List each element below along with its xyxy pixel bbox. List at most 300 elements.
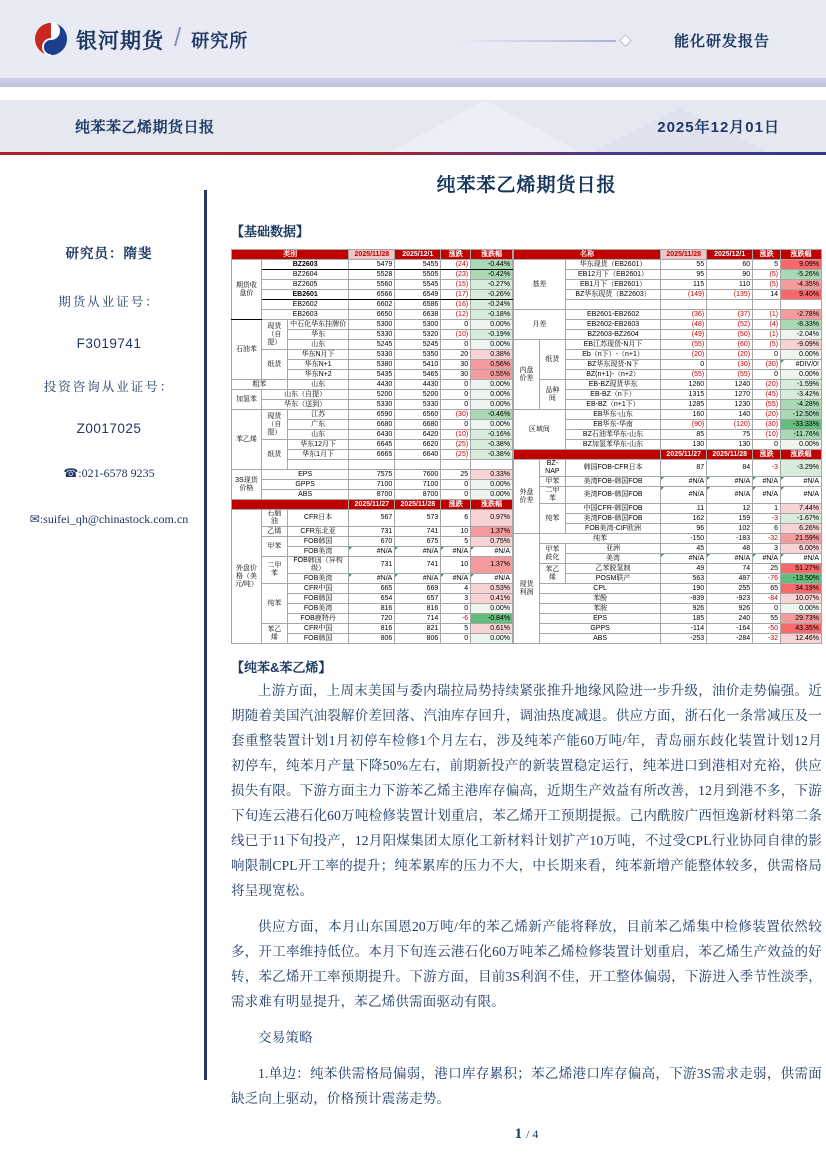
table-cell: 3S现货价格 — [232, 470, 262, 500]
table-cell: 美湾FOB-韩国FOB — [565, 477, 660, 487]
table-cell: 4 — [441, 584, 471, 594]
table-cell: -0.42% — [471, 270, 513, 280]
table-cell: -114 — [661, 624, 707, 634]
table-cell: (36) — [661, 310, 707, 320]
table-cell: #N/A — [753, 487, 781, 504]
table-cell — [661, 300, 707, 310]
strategy-heading: 交易策略 — [258, 1030, 313, 1045]
table-cell: 6.26% — [781, 524, 822, 534]
table-cell: 563 — [661, 574, 707, 584]
top-header-bar — [0, 0, 826, 78]
table-cell — [395, 460, 441, 470]
table-cell: 0.33% — [471, 470, 513, 480]
table-row — [514, 450, 822, 460]
researcher-sidebar — [22, 242, 196, 554]
table-cell: -32 — [753, 534, 781, 544]
table-cell: 5320 — [395, 330, 441, 340]
table-cell: 8700 — [395, 490, 441, 500]
table-cell: 6.00% — [781, 544, 822, 554]
table-cell: 11 — [661, 504, 707, 514]
table-row — [514, 564, 822, 574]
table-cell: #N/A — [471, 547, 513, 557]
table-cell: -150 — [661, 534, 707, 544]
table-cell — [707, 300, 753, 310]
table-cell: 110 — [707, 280, 753, 290]
table-cell: #N/A — [471, 574, 513, 584]
table-cell: 华东现货（EB2601） — [565, 260, 660, 270]
table-cell: 48 — [707, 544, 753, 554]
table-row — [232, 410, 513, 420]
table-cell: 0 — [753, 370, 781, 380]
header-cell — [514, 450, 661, 460]
table-row — [514, 460, 822, 477]
table-cell: 130 — [661, 440, 707, 450]
page-title: 纯苯苯乙烯期货日报 — [436, 175, 617, 196]
table-cell: -50 — [753, 624, 781, 634]
header-cell: 涨跌 — [441, 500, 471, 510]
table-cell: -84 — [753, 594, 781, 604]
table-cell: 255 — [707, 584, 753, 594]
table-cell: BZ-NAP — [539, 460, 565, 477]
table-cell: EB2601-EB2602 — [565, 310, 660, 320]
table-cell: POSM联产 — [565, 574, 660, 584]
analysis-body — [231, 657, 822, 1111]
table-cell: (25) — [441, 450, 471, 460]
table-cell: 741 — [395, 527, 441, 537]
table-cell: 华东（送到） — [261, 400, 349, 410]
table-cell: -3 — [753, 514, 781, 524]
table-cell: -13.50% — [781, 574, 822, 584]
table-cell: 573 — [395, 510, 441, 527]
table-cell: (30) — [707, 360, 753, 370]
table-row — [514, 544, 822, 554]
license1-label: 期货从业证号： — [58, 295, 160, 309]
table-row — [232, 310, 513, 320]
table-cell: 4430 — [395, 380, 441, 390]
table-cell: BZ2603-BZ2604 — [565, 330, 660, 340]
table-row — [514, 584, 822, 594]
table-cell: (120) — [707, 420, 753, 430]
table-cell: 30 — [441, 360, 471, 370]
header-cell: 涨跌 — [441, 250, 471, 260]
table-cell: 5300 — [395, 320, 441, 330]
main-content — [231, 170, 822, 1143]
table-cell: -76 — [753, 574, 781, 584]
table-cell: 二甲苯 — [261, 557, 287, 584]
table-cell: 7600 — [395, 470, 441, 480]
table-cell: 华东N+1 — [287, 360, 349, 370]
basic-data-tables — [231, 249, 822, 644]
analysis-paragraph-supply: 供应方面，本月山东国恩20万吨/年的苯乙烯新产能将释放，目前苯乙烯集中检修装置依然较多，开工率维持低位。本月下旬连云港石化60万吨苯乙烯检修装置计划重启，苯乙烯生产效益的好转，苯乙烯开工率预期提升。下游方面，目前3S利润不佳，开工整体偏弱，下游进入季节性淡季，需求难有明显提升，苯乙烯供需面驱动有限。 — [231, 919, 822, 1009]
table-cell: 0 — [441, 480, 471, 490]
table-row — [232, 250, 513, 260]
table-cell: 675 — [395, 537, 441, 547]
header-cell: 名称 — [514, 250, 661, 260]
table-cell: (24) — [441, 260, 471, 270]
table-cell: 654 — [349, 594, 395, 604]
table-cell: 0 — [753, 440, 781, 450]
table-cell: (17) — [441, 290, 471, 300]
table-cell: (1) — [753, 330, 781, 340]
table-cell: 669 — [395, 584, 441, 594]
table-cell: (20) — [753, 410, 781, 420]
table-cell: 190 — [661, 584, 707, 594]
table-row — [514, 634, 822, 644]
table-cell: 87 — [661, 460, 707, 477]
table-cell: 5479 — [349, 260, 395, 270]
table-cell: 95 — [661, 270, 707, 280]
table-cell: (12) — [441, 310, 471, 320]
table-cell: 0 — [441, 490, 471, 500]
table-cell: EPS — [261, 470, 349, 480]
table-cell: 25 — [441, 470, 471, 480]
table-cell: 6 — [753, 524, 781, 534]
table-cell: 5528 — [349, 270, 395, 280]
table-cell: 石油苯 — [232, 320, 262, 380]
title-banner — [0, 100, 826, 152]
table-cell: (20) — [707, 350, 753, 360]
header-cell: 2025/11/28 — [707, 450, 753, 460]
table-cell: -11.76% — [781, 430, 822, 440]
table-cell: 34.19% — [781, 584, 822, 594]
page-total: 4 — [532, 1127, 539, 1141]
table-cell: 韩国FOB-CFR日本 — [565, 460, 660, 477]
table-cell: 12.46% — [781, 634, 822, 644]
table-cell: 74 — [707, 564, 753, 574]
table-cell: -5.26% — [781, 270, 822, 280]
table-cell: 159 — [707, 514, 753, 524]
banner-report-date: 2025年12月01日 — [657, 119, 780, 136]
table-cell: (135) — [707, 290, 753, 300]
table-cell: 6560 — [395, 410, 441, 420]
table-cell: 240 — [707, 614, 753, 624]
table-cell: EB2602 — [261, 300, 349, 310]
table-cell: 石脑油 — [261, 510, 287, 527]
table-cell: -0.44% — [471, 260, 513, 270]
table-cell: 0 — [441, 320, 471, 330]
table-cell: 外盘价格（美元/吨） — [232, 510, 262, 644]
table-cell: 外盘价差 — [514, 460, 540, 534]
table-cell: 821 — [395, 624, 441, 634]
table-cell: (16) — [441, 300, 471, 310]
table-cell: BZ2603 — [261, 260, 349, 270]
table-cell: 纸货 — [261, 350, 287, 380]
table-cell: EB-BZ现货华东 — [565, 380, 660, 390]
table-cell: CFR东北亚 — [287, 527, 349, 537]
table-cell: 720 — [349, 614, 395, 624]
table-cell: 纯苯 — [539, 504, 565, 534]
table-cell: 5330 — [395, 400, 441, 410]
table-cell: 115 — [661, 280, 707, 290]
table-cell: 美湾 — [565, 554, 660, 564]
table-cell: 5410 — [395, 360, 441, 370]
table-cell: 0.00% — [471, 380, 513, 390]
header-cell: 2025/12/1 — [395, 250, 441, 260]
table-cell: 0.41% — [471, 594, 513, 604]
table-cell: 甲苯歧化 — [539, 544, 565, 564]
table-row — [514, 410, 822, 420]
table-cell: 12 — [707, 504, 753, 514]
table-cell: 6620 — [395, 440, 441, 450]
table-cell: EB2601 — [261, 290, 349, 300]
table-cell: (15) — [441, 280, 471, 290]
table-cell: 0 — [753, 350, 781, 360]
table-cell: -8.33% — [781, 320, 822, 330]
phone-number: :021-6578 9235 — [78, 466, 155, 480]
table-cell: 0 — [441, 634, 471, 644]
table-row — [232, 527, 513, 537]
table-cell: 567 — [349, 510, 395, 527]
table-cell: 5465 — [395, 370, 441, 380]
table-cell: 乙苯脱氢制 — [565, 564, 660, 574]
table-cell: #N/A — [661, 554, 707, 564]
table-row — [232, 470, 513, 480]
table-cell: 5350 — [395, 350, 441, 360]
banner-decoration — [390, 100, 580, 152]
table-cell: -923 — [707, 594, 753, 604]
table-cell: 2025/11/28 — [349, 250, 395, 260]
table-cell: 粗苯 — [232, 380, 288, 390]
table-cell: (10) — [441, 330, 471, 340]
table-cell: #N/A — [395, 574, 441, 584]
table-cell: 内盘价差 — [514, 340, 540, 410]
table-cell: -0.46% — [471, 410, 513, 420]
table-cell: 中国CFR-韩国FOB — [565, 504, 660, 514]
table-cell: -164 — [707, 624, 753, 634]
table-cell: (55) — [753, 400, 781, 410]
table-cell: 1.37% — [471, 527, 513, 537]
brand-slash: / — [174, 22, 182, 52]
table-cell: BZ华东现货-N下 — [565, 360, 660, 370]
table-cell: 基差 — [514, 260, 566, 310]
page-separator: / — [526, 1127, 533, 1141]
table-cell: 1230 — [707, 400, 753, 410]
table-cell: 0.00% — [471, 320, 513, 330]
table-cell: (5) — [753, 340, 781, 350]
table-cell — [565, 300, 660, 310]
table-row — [232, 320, 513, 330]
table-cell: 纸货 — [539, 340, 565, 380]
table-cell: 2025/11/28 — [661, 250, 707, 260]
table-cell: -2.78% — [781, 310, 822, 320]
galaxy-futures-logo-icon — [34, 22, 68, 56]
table-cell: 华东12月下 — [287, 440, 349, 450]
table-cell: 苯乙烯 — [232, 410, 262, 470]
table-row — [232, 280, 513, 290]
table-cell: EB2603 — [261, 310, 349, 320]
table-cell: 6650 — [349, 310, 395, 320]
table-cell: 美湾FOB-韩国FOB — [565, 487, 660, 504]
brand-dept: 研究所 — [191, 30, 249, 51]
table-row — [232, 260, 513, 270]
table-cell: (5) — [753, 280, 781, 290]
table-cell: (1) — [753, 310, 781, 320]
table-cell: 0.00% — [471, 400, 513, 410]
table-cell: -2.04% — [781, 330, 822, 340]
table-cell: (20) — [661, 350, 707, 360]
table-row — [232, 270, 513, 280]
table-cell: -0.38% — [471, 450, 513, 460]
table-cell: 0.00% — [471, 634, 513, 644]
table-cell: CFR中国 — [287, 624, 349, 634]
table-cell: 纸货 — [261, 440, 287, 470]
table-cell: 487 — [707, 574, 753, 584]
table-cell: 0.00% — [781, 604, 822, 614]
table-cell: 0.97% — [471, 510, 513, 527]
table-cell: 0.00% — [471, 390, 513, 400]
table-cell: 6 — [441, 510, 471, 527]
table-cell: 29.73% — [781, 614, 822, 624]
table-row — [514, 614, 822, 624]
table-cell — [753, 300, 781, 310]
table-cell: FOB美湾 — [287, 604, 349, 614]
table-cell: 亚洲 — [565, 544, 660, 554]
table-cell: 6680 — [349, 420, 395, 430]
phone-icon: ☎ — [63, 466, 79, 480]
table-cell: 4430 — [349, 380, 395, 390]
table-cell: (55) — [707, 370, 753, 380]
table-cell: 731 — [349, 527, 395, 537]
table-cell: 美湾FOB-韩国FOB — [565, 514, 660, 524]
table-cell: (55) — [661, 340, 707, 350]
strategy-paragraph: 1.单边：纯苯供需格局偏弱，港口库存累积；苯乙烯港口库存偏高，下游3S需求走弱，供需面缺乏向上驱动，价格预计震荡走势。 — [231, 1066, 822, 1106]
header-cell: 2025/11/28 — [395, 500, 441, 510]
table-cell: 1240 — [707, 380, 753, 390]
table-cell: 140 — [707, 410, 753, 420]
table-cell: EB华东-山东 — [565, 410, 660, 420]
table-cell: 1.37% — [471, 557, 513, 574]
table-cell: 657 — [395, 594, 441, 604]
table-cell: 1 — [753, 504, 781, 514]
header-cell: 2025/12/1 — [707, 250, 753, 260]
table-cell: 6640 — [395, 450, 441, 460]
table-cell: 806 — [395, 634, 441, 644]
table-cell: 0 — [441, 420, 471, 430]
table-cell: 45 — [661, 544, 707, 554]
table-cell: 5330 — [349, 350, 395, 360]
table-cell: 3 — [441, 594, 471, 604]
table-cell: FOB韩国 — [287, 537, 349, 547]
table-cell: 6549 — [395, 290, 441, 300]
table-row — [232, 624, 513, 634]
email-line — [22, 508, 196, 530]
table-cell: 0 — [441, 380, 471, 390]
table-cell: -6 — [441, 614, 471, 624]
table-cell: 0 — [441, 400, 471, 410]
table-cell: 0.00% — [471, 604, 513, 614]
table-cell: #N/A — [661, 487, 707, 504]
table-cell: 130 — [707, 440, 753, 450]
header-divider-strip — [0, 78, 826, 87]
email-address: :suifei_qh@chinastock.com.cn — [39, 512, 189, 526]
table-cell: EB1月下（EB2601） — [565, 280, 660, 290]
table-cell: 5 — [441, 537, 471, 547]
table-cell: 51.27% — [781, 564, 822, 574]
table-cell: -0.16% — [471, 430, 513, 440]
table-cell: #N/A — [349, 547, 395, 557]
table-cell: #N/A — [753, 477, 781, 487]
table-cell: 0.00% — [471, 340, 513, 350]
table-cell: 苯乙烯 — [261, 624, 287, 644]
brand-block — [76, 24, 248, 55]
table-cell: 山东 — [287, 430, 349, 440]
table-cell: 5455 — [395, 260, 441, 270]
table-cell: 7100 — [395, 480, 441, 490]
table-cell: 6420 — [395, 430, 441, 440]
table-cell: 7575 — [349, 470, 395, 480]
table-row — [232, 480, 513, 490]
table-cell: 0.00% — [781, 440, 822, 450]
table-cell: #N/A — [707, 477, 753, 487]
table-cell: #N/A — [441, 547, 471, 557]
table-cell: 0 — [441, 604, 471, 614]
researcher-name: 研究员：隋斐 — [65, 246, 153, 261]
table-cell: 926 — [707, 604, 753, 614]
table-cell: -839 — [661, 594, 707, 604]
banner-report-title: 纯苯苯乙烯期货日报 — [75, 119, 215, 136]
table-cell — [781, 300, 822, 310]
table-row — [232, 557, 513, 574]
table-cell — [349, 460, 395, 470]
table-row — [232, 400, 513, 410]
data-table-right — [513, 249, 822, 644]
table-cell: 山东 — [287, 380, 349, 390]
table-cell: 0 — [441, 390, 471, 400]
table-cell: 90 — [707, 270, 753, 280]
table-cell: 5505 — [395, 270, 441, 280]
table-cell: 期货收盘价 — [232, 260, 262, 320]
table-cell: 14 — [753, 290, 781, 300]
table-cell: 102 — [707, 524, 753, 534]
table-cell: (50) — [707, 330, 753, 340]
table-cell: 6430 — [349, 430, 395, 440]
table-cell: 6638 — [395, 310, 441, 320]
header-cell: 涨跌 — [753, 450, 781, 460]
table-row — [514, 504, 822, 514]
table-cell: 714 — [395, 614, 441, 624]
table-cell: 乙烯 — [261, 527, 287, 537]
header-cell: 2025/11/27 — [661, 450, 707, 460]
table-cell: 816 — [395, 604, 441, 614]
section-heading-basic-data: 【基础数据】 — [231, 224, 310, 239]
table-cell: 山东 — [287, 340, 349, 350]
header-cell: 涨跌幅 — [781, 250, 822, 260]
table-cell: 0.61% — [471, 624, 513, 634]
table-cell: 0.00% — [471, 490, 513, 500]
license1-id: F3019741 — [76, 336, 142, 351]
table-cell: 0.53% — [471, 584, 513, 594]
table-row — [514, 250, 822, 260]
table-cell: 6602 — [349, 300, 395, 310]
table-cell: 苯酚 — [539, 594, 660, 604]
table-cell: EPS — [539, 614, 660, 624]
table-cell: FOB美湾-CIF欧洲 — [565, 524, 660, 534]
table-cell: 21.59% — [781, 534, 822, 544]
table-cell: 1315 — [661, 390, 707, 400]
table-cell: 185 — [661, 614, 707, 624]
table-cell: 10 — [441, 527, 471, 537]
table-cell: 二甲苯 — [539, 487, 565, 504]
table-cell: GPPS — [261, 480, 349, 490]
table-cell: GPPS — [539, 624, 660, 634]
table-cell: -1.67% — [781, 514, 822, 524]
table-cell: -0.18% — [471, 310, 513, 320]
table-cell: (25) — [441, 440, 471, 450]
table-cell: 1285 — [661, 400, 707, 410]
table-cell: 7.44% — [781, 504, 822, 514]
table-cell: 0.56% — [471, 360, 513, 370]
table-cell: (48) — [661, 320, 707, 330]
